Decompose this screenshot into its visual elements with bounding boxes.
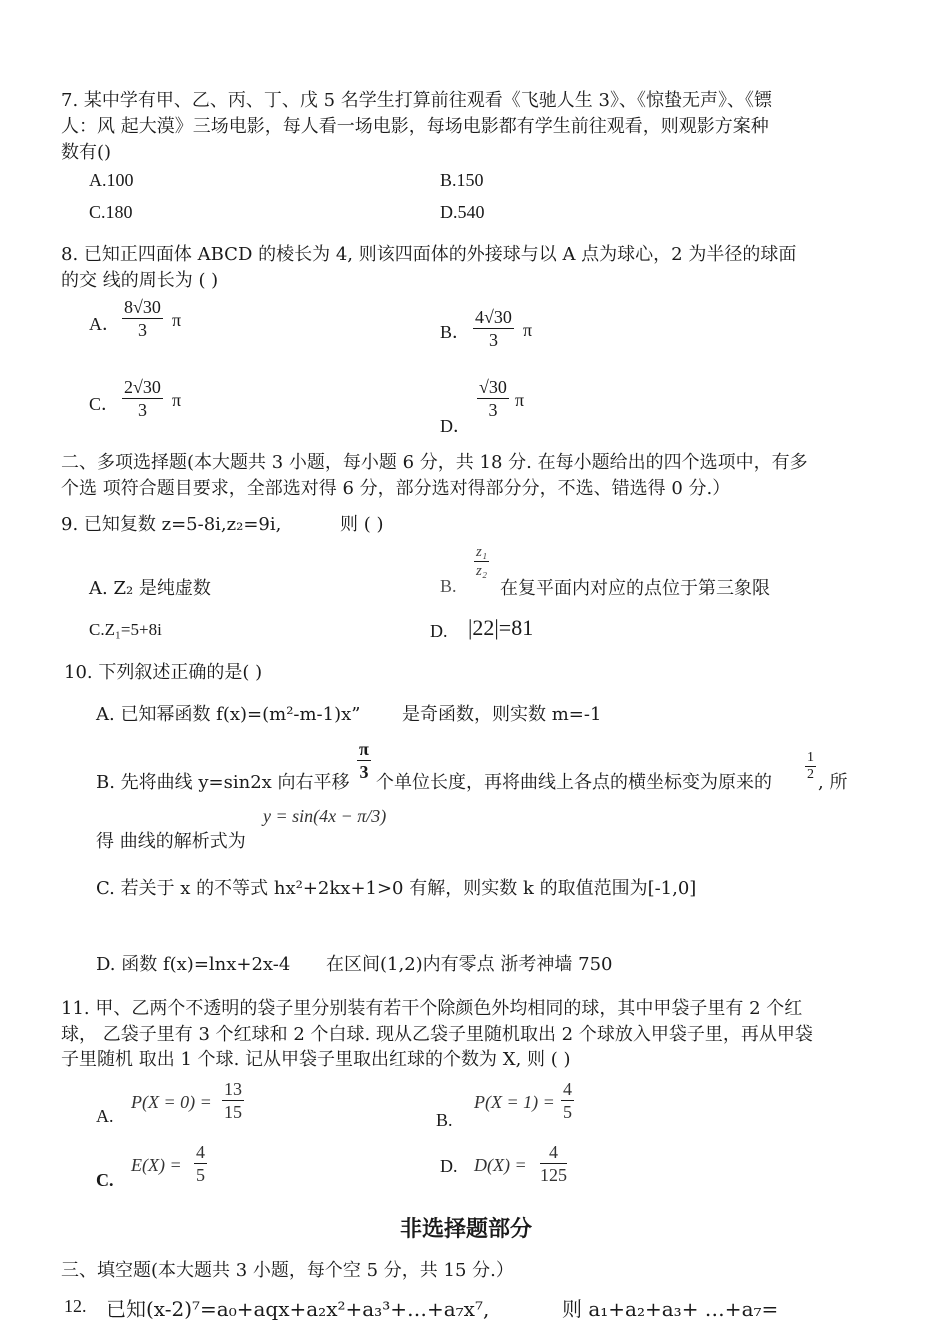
fraction-numerator: 4√30 bbox=[475, 307, 512, 327]
q8-option-a-fraction bbox=[122, 296, 163, 341]
q11-option-a-lhs: P(X = 0) = bbox=[131, 1092, 212, 1112]
q8-option-d-label: D． bbox=[440, 416, 471, 436]
q10-option-b-part3: , 所 bbox=[818, 772, 848, 793]
fraction-numerator: 1 bbox=[807, 750, 814, 765]
q11-option-d-label: D. bbox=[440, 1156, 458, 1176]
q7-stem-line1: 7. 某中学有甲、乙、丙、丁、戊 5 名学生打算前往观看《飞驰人生 3》、《惊蛰无声》、《镖 bbox=[61, 90, 772, 111]
fraction-numerator: 4 bbox=[563, 1079, 572, 1099]
q10-option-d-tail: 在区间(1,2)内有零点 浙考神墙 750 bbox=[326, 954, 613, 975]
fraction-numerator: 13 bbox=[224, 1079, 242, 1099]
q8-option-b-label: B． bbox=[440, 322, 471, 342]
fraction-denominator: 3 bbox=[137, 320, 147, 340]
q8-option-b-fraction bbox=[473, 306, 514, 351]
q8-stem-line1: 8. 已知正四面体 ABCD 的棱长为 4, 则该四面体的外接球与以 A 点为球心，2 为半径的球面 bbox=[61, 244, 797, 265]
q11-option-c-lhs: E(X) = bbox=[131, 1155, 182, 1175]
q11-option-c-label: C. bbox=[96, 1170, 114, 1190]
fraction-numerator: z₁ bbox=[476, 544, 488, 560]
q9-option-d-expression: |22|=81 bbox=[468, 615, 534, 640]
q7-stem-line3: 数有() bbox=[61, 142, 112, 163]
q10-option-b-half-fraction bbox=[805, 750, 816, 783]
q9-option-b-text: 在复平面内对应的点位于第三象限 bbox=[500, 578, 770, 599]
q11-option-d-lhs: D(X) = bbox=[474, 1155, 527, 1175]
q9-option-d-label: D. bbox=[430, 621, 448, 641]
q9-option-b-label: B. bbox=[440, 576, 457, 596]
q10-option-c: C. 若关于 x 的不等式 hx²+2kx+1>0 有解，则实数 k 的取值范围为[-1,0] bbox=[96, 878, 697, 899]
q9-option-c: C.Z₁=5+8i bbox=[89, 620, 162, 639]
q9-stem-tail: 则 ( ) bbox=[340, 514, 384, 535]
fraction-numerator: 4 bbox=[196, 1142, 205, 1162]
q11-stem-line1: 11. 甲、乙两个不透明的袋子里分别装有若干个除颜色外均相同的球，其中甲袋子里有 2 个红 bbox=[61, 998, 803, 1019]
fraction-denominator: 5 bbox=[563, 1102, 572, 1122]
fraction-numerator: 8√30 bbox=[124, 297, 161, 317]
fraction-numerator: 4 bbox=[540, 1141, 567, 1164]
fraction-denominator: 5 bbox=[196, 1165, 205, 1185]
fraction-denominator: 3 bbox=[359, 762, 369, 782]
q7-option-c: C.180 bbox=[89, 202, 133, 222]
fraction-numerator: √30 bbox=[479, 377, 507, 397]
part2-title: 非选择题部分 bbox=[400, 1216, 533, 1242]
q7-stem-line2: 人：风 起大漠》三场电影，每人看一场电影，每场电影都有学生前往观看，则观影方案种 bbox=[61, 116, 769, 137]
q10-option-b-part2: 个单位长度，再将曲线上各点的横坐标变为原来的 bbox=[376, 772, 772, 793]
q10-option-b-formula: y = sin(4x − π/3) bbox=[263, 806, 387, 826]
fraction-denominator: 15 bbox=[224, 1102, 242, 1122]
q9-option-a: A. Z₂ 是纯虚数 bbox=[89, 578, 211, 599]
q10-option-b-line2: 得 曲线的解析式为 bbox=[96, 831, 246, 852]
fraction-denominator: 3 bbox=[488, 400, 498, 420]
q11-option-d-fraction bbox=[540, 1141, 567, 1186]
q8-option-c-label: C． bbox=[89, 394, 120, 414]
q11-stem-line3: 子里随机 取出 1 个球. 记从甲袋子里取出红球的个数为 X, 则 ( ) bbox=[61, 1049, 571, 1070]
section2-instructions-line1: 二、多项选择题(本大题共 3 小题，每小题 6 分，共 18 分. 在每小题给出的四个选项中，有多 bbox=[61, 452, 808, 473]
section2-instructions-line2: 个选 项符合题目要求，全部选对得 6 分，部分选对得部分分，不选、错选得 0 分.） bbox=[61, 478, 731, 499]
q10-option-a: A. 已知幂函数 f(x)=(m²-m-1)x” bbox=[96, 704, 361, 725]
q8-option-b-pi: π bbox=[523, 320, 533, 340]
q8-option-a-label: A． bbox=[89, 314, 120, 334]
q10-option-b-part1: B. 先将曲线 y=sin2x 向右平移 bbox=[96, 772, 350, 793]
q8-option-c-fraction bbox=[122, 376, 163, 421]
q11-option-a-label: A. bbox=[96, 1106, 114, 1126]
q11-option-a-fraction bbox=[222, 1078, 244, 1123]
q8-option-c-pi: π bbox=[172, 390, 182, 410]
fraction-numerator: 2√30 bbox=[124, 377, 161, 397]
fraction-denominator: 125 bbox=[540, 1165, 567, 1185]
q8-stem-line2: 的交 线的周长为 ( ) bbox=[61, 270, 219, 291]
q10-option-b-shift-fraction bbox=[357, 738, 371, 783]
q8-option-d-pi: π bbox=[515, 390, 525, 410]
q11-stem-line2: 球， 乙袋子里有 3 个红球和 2 个白球. 现从乙袋子里随机取出 2 个球放入甲袋子里，再从甲袋 bbox=[61, 1024, 813, 1045]
q11-option-b-fraction bbox=[561, 1078, 574, 1123]
fraction-denominator: z₂ bbox=[476, 563, 488, 579]
q9-option-b-fraction bbox=[474, 543, 489, 580]
q7-option-a: A.100 bbox=[89, 170, 134, 190]
fraction-denominator: 3 bbox=[137, 400, 147, 420]
section3-instructions: 三、填空题(本大题共 3 小题，每个空 5 分，共 15 分.） bbox=[61, 1260, 514, 1281]
fraction-denominator: 3 bbox=[488, 330, 498, 350]
q10-option-d: D. 函数 f(x)=lnx+2x-4 bbox=[96, 954, 291, 975]
q12-stem: 已知(x-2)⁷=a₀+aqx+a₂x²+a₃³+…+a₇x⁷, bbox=[106, 1297, 490, 1321]
q11-option-b-label: B. bbox=[436, 1110, 453, 1130]
q12-number: 12. bbox=[64, 1296, 87, 1316]
q7-option-d: D.540 bbox=[440, 202, 485, 222]
q10-option-a-tail: 是奇函数，则实数 m=-1 bbox=[402, 704, 602, 725]
q7-option-b: B.150 bbox=[440, 170, 484, 190]
q9-stem: 9. 已知复数 z=5-8i,z₂=9i, bbox=[61, 514, 282, 535]
fraction-denominator: 2 bbox=[807, 767, 814, 782]
q8-option-a-pi: π bbox=[172, 310, 182, 330]
q12-stem-tail: 则 a₁+a₂+a₃+ …+a₇= bbox=[562, 1297, 779, 1321]
q11-option-c-fraction bbox=[194, 1141, 207, 1186]
q8-option-d-fraction bbox=[477, 376, 509, 421]
q11-option-b-lhs: P(X = 1) = bbox=[474, 1092, 555, 1112]
fraction-numerator: π bbox=[359, 739, 369, 759]
q10-stem: 10. 下列叙述正确的是( ) bbox=[64, 662, 263, 683]
